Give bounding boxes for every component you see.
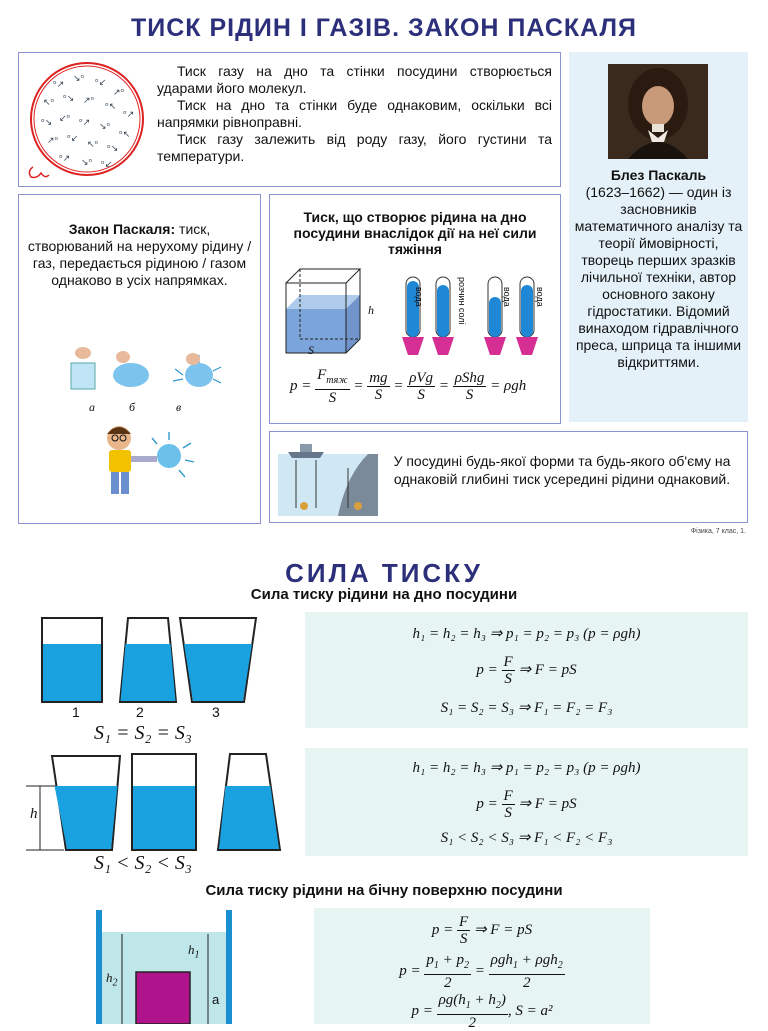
svg-text:ᵒ↖: ᵒ↖	[105, 102, 117, 112]
svg-text:ᵒ↙: ᵒ↙	[101, 160, 113, 170]
side-pressure-title: Сила тиску рідини на бічну поверхню посудини	[205, 882, 563, 899]
side-label-h2: $h_2$	[106, 970, 118, 989]
svg-text:ᵒ↘: ᵒ↘	[107, 144, 119, 154]
pascal-portrait-image	[608, 64, 708, 159]
any-shape-box	[269, 431, 748, 523]
gas-pressure-box	[18, 52, 561, 187]
svg-text:ᵒ↗: ᵒ↗	[123, 110, 135, 120]
footnote: Фізика, 7 клас, 1.	[690, 528, 746, 535]
tubes-diagram	[396, 271, 558, 361]
svg-text:↗ᵒ: ↗ᵒ	[113, 88, 125, 98]
side-label-h1: $h_1$	[188, 942, 200, 961]
svg-text:ᵒ↙: ᵒ↙	[95, 78, 107, 88]
svg-text:ᵒ↙: ᵒ↙	[67, 134, 79, 144]
force-subtitle: Сила тиску рідини на дно посудини	[250, 586, 518, 603]
panel2-line2: p = $\frac{F}{S}$ ⇒ F = pS	[476, 788, 577, 821]
gas-text-3: Тиск газу залежить від роду газу, його густини та температури.	[157, 131, 552, 164]
area-less-label: S₁ < S₂ < S₃	[94, 852, 192, 874]
panel1-line3: S₁ = S₂ = S₃ ⇒ F₁ = F₂ = F₃	[440, 700, 613, 716]
panel1-line2: p = $\frac{F}{S}$ ⇒ F = pS	[476, 654, 577, 687]
svg-text:↘ᵒ: ↘ᵒ	[81, 158, 93, 168]
area-equal-label: S₁ = S₂ = S₃	[94, 722, 192, 744]
vessel-label-3: 3	[212, 704, 220, 720]
liquid-prism-diagram	[280, 265, 370, 357]
svg-text:ᵒ↘: ᵒ↘	[41, 118, 53, 128]
panel2-line1: h₁ = h₂ = h₃ ⇒ p₁ = p₂ = p₃ (p = ρgh)	[412, 760, 641, 776]
prism-area-label: S	[308, 343, 314, 357]
panel3-line1: p = $\frac{F}{S}$ ⇒ F = pS	[431, 914, 533, 947]
tube-label-water-1: вода	[414, 287, 424, 307]
pascal-portrait-panel	[569, 52, 748, 422]
pascal-name: Блез Паскаль	[610, 167, 707, 183]
prism-height-label: h	[368, 303, 374, 317]
tube-label-water-2: вода	[502, 287, 512, 307]
svg-text:↘ᵒ: ↘ᵒ	[99, 122, 111, 132]
gas-text-2: Тиск на дно та стінки буде однаковим, оскільки всі напрямки рівноправні.	[157, 97, 552, 130]
pascal-law-box	[18, 194, 261, 524]
page-title: ТИСК РІДИН І ГАЗІВ. ЗАКОН ПАСКАЛЯ	[131, 14, 637, 42]
gas-balloon-illustration	[23, 57, 153, 182]
svg-text:↗ᵒ: ↗ᵒ	[83, 96, 95, 106]
pascal-law-title: Закон Паскаля:	[68, 221, 176, 237]
side-label-a: a	[212, 992, 220, 1007]
gas-text-1: Тиск газу на дно та стінки посудини створюється ударами його молекул.	[157, 63, 552, 96]
pascal-law-text	[27, 221, 252, 289]
svg-text:↘ᵒ: ↘ᵒ	[73, 74, 85, 84]
formula-panel-3	[314, 908, 650, 1031]
svg-text:↗ᵒ: ↗ᵒ	[47, 136, 59, 146]
tube-label-salt: розчин солі	[457, 277, 467, 325]
experiment-label-a: а	[89, 400, 95, 414]
vessel-label-2: 2	[136, 704, 144, 720]
vessel-label-1: 1	[72, 704, 80, 720]
experiment-label-b: б	[129, 400, 136, 414]
experiment-label-c: в	[176, 400, 182, 414]
svg-text:↖ᵒ: ↖ᵒ	[87, 140, 99, 150]
height-label: h	[30, 806, 38, 822]
liquid-pressure-title: Тиск, що створює рідина на дно посудини внаслідок дії на неї сили тяжіння	[293, 209, 537, 257]
formula-panel-2	[305, 748, 748, 856]
formula-panel-1	[305, 612, 748, 728]
panel1-line1: h₁ = h₂ = h₃ ⇒ p₁ = p₂ = p₃ (p = ρgh)	[412, 626, 641, 642]
svg-text:ᵒ↘: ᵒ↘	[63, 94, 75, 104]
panel3-line3: p = $\frac{\rho g(h_1 + h_2)}{2}$ , S = a²	[411, 992, 553, 1031]
vessels-different-area	[24, 746, 284, 856]
any-shape-text: У посудині будь-якої форми та будь-якого об'єму на однаковій глибині тиск усередині рідини однаковий.	[393, 453, 731, 487]
svg-text:ᵒ↗: ᵒ↗	[79, 118, 91, 128]
svg-text:↙ᵒ: ↙ᵒ	[59, 114, 71, 124]
pascal-bio: (1623–1662) — один із засновників математичного аналізу та теорії ймовірності, творець перших зразків лічильної техніки, автор основного закону гідростатики. Відомий винаходом гідравлічного преса, шприца та іншими відкриттями.	[574, 184, 743, 370]
panel3-line2: p = $\frac{p_1 + p_2}{2}$ = $\frac{\rho gh_1 + \rho gh_2}{2}$	[399, 952, 563, 991]
vessels-equal-area	[40, 614, 280, 708]
liquid-pressure-formula: p = $\frac{F_{тяж}}{S}$ = $\frac{mg}{S}$ = $\frac{\text{ρVg}}{S}$ = $\frac{\text{ρShg}}{S}$ = ρgh	[290, 367, 527, 406]
force-section-title: СИЛА ТИСКУ	[285, 558, 483, 588]
panel2-line3: S₁ < S₂ < S₃ ⇒ F₁ < F₂ < F₃	[440, 830, 613, 846]
pascal-law-body: тиск, створюваний на нерухому рідину / газ, передається рідиною / газом однаково в усіх напрямках.	[27, 221, 252, 288]
svg-text:ᵒ↗: ᵒ↗	[53, 80, 65, 90]
svg-text:ᵒ↖: ᵒ↖	[119, 130, 131, 140]
svg-text:ᵒ↗: ᵒ↗	[59, 154, 71, 164]
boy-with-ball-illustration	[91, 420, 201, 500]
pascal-experiments-illustration	[63, 341, 223, 401]
tube-label-water-3: вода	[535, 287, 545, 307]
liquid-pressure-box	[269, 194, 561, 424]
svg-text:↖ᵒ: ↖ᵒ	[43, 98, 55, 108]
diver-illustration	[278, 438, 378, 516]
